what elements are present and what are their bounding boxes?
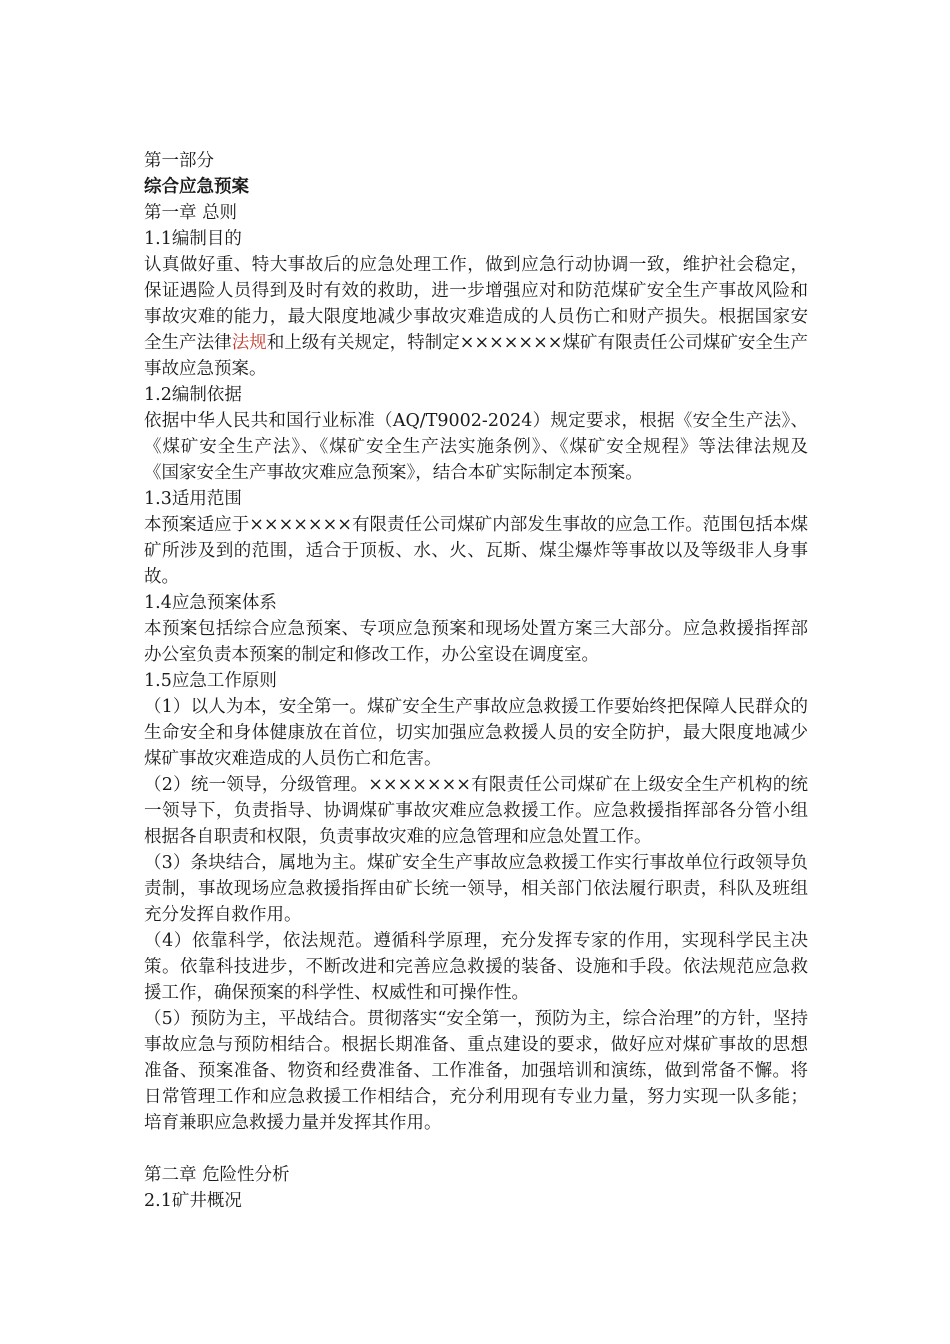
section-1-1-body bbox=[144, 252, 808, 382]
section-1-2-heading: 1.2编制依据 bbox=[144, 385, 242, 405]
chapter-1-heading: 第一章 总则 bbox=[144, 203, 238, 223]
principle-4: （4）依靠科学，依法规范。遵循科学原理，充分发挥专家的作用，实现科学民主决策。依靠科技进步，不断改进和完善应急救援的装备、设施和手段。依法规范应急救援工作，确保预案的科学性、权威性和可操作性。 bbox=[144, 931, 808, 1003]
section-2-1-heading: 2.1矿井概况 bbox=[144, 1191, 242, 1211]
section-1-5-heading: 1.5应急工作原则 bbox=[144, 671, 277, 691]
principle-3: （3）条块结合，属地为主。煤矿安全生产事故应急救援工作实行事故单位行政领导负责制，事故现场应急救援指挥由矿长统一领导，相关部门依法履行职责，科队及班组充分发挥自救作用。 bbox=[144, 853, 808, 925]
section-1-4-heading: 1.4应急预案体系 bbox=[144, 593, 277, 613]
section-1-1-text-a: 认真做好重、特大事故后的应急处理工作，做到应急行动协调一致，维护社会稳定，保证遇险人员得到及时有效的救助，进一步增强应对和防范煤矿安全生产事故风险和事故灾难的能力，最大限度地减少事故灾难造成的人员伤亡和财产损失。根据国家安全生产法律 bbox=[144, 255, 808, 353]
part-label: 第一部分 bbox=[144, 151, 214, 171]
principle-1: （1）以人为本，安全第一。煤矿安全生产事故应急救援工作要始终把保障人民群众的生命安全和身体健康放在首位，切实加强应急救援人员的安全防护，最大限度地减少煤矿事故灾难造成的人员伤亡和危害。 bbox=[144, 697, 808, 769]
section-1-3-body: 本预案适应于×××××××有限责任公司煤矿内部发生事故的应急工作。范围包括本煤矿所涉及到的范围，适合于顶板、水、火、瓦斯、煤尘爆炸等事故以及等级非人身事故。 bbox=[144, 515, 808, 587]
section-1-4-body: 本预案包括综合应急预案、专项应急预案和现场处置方案三大部分。应急救援指挥部办公室负责本预案的制定和修改工作，办公室设在调度室。 bbox=[144, 619, 808, 665]
section-1-1-text-b: 和上级有关规定，特制定×××××××煤矿有限责任公司煤矿安全生产事故应急预案。 bbox=[144, 333, 809, 379]
blank-line bbox=[144, 1136, 808, 1162]
document-body bbox=[144, 148, 808, 1214]
chapter-2-heading: 第二章 危险性分析 bbox=[144, 1165, 290, 1185]
principle-5: （5）预防为主，平战结合。贯彻落实“安全第一，预防为主，综合治理”的方针，坚持事故应急与预防相结合。根据长期准备、重点建设的要求，做好应对煤矿事故的思想准备、预案准备、物资和经费准备、工作准备，加强培训和演练，做到常备不懈。将日常管理工作和应急救援工作相结合，充分利用现有专业力量，努力实现一队多能；培育兼职应急救援力量并发挥其作用。 bbox=[144, 1009, 808, 1133]
regulations-link[interactable]: 法规 bbox=[231, 333, 267, 353]
section-1-1-heading: 1.1编制目的 bbox=[144, 229, 242, 249]
section-1-2-body: 依据中华人民共和国行业标准（AQ/T9002-2024）规定要求，根据《安全生产法》、《煤矿安全生产法》、《煤矿安全生产法实施条例》、《煤矿安全规程》等法律法规及《国家安全生产事故灾难应急预案》，结合本矿实际制定本预案。 bbox=[144, 411, 808, 483]
part-title: 综合应急预案 bbox=[144, 177, 249, 197]
section-1-3-heading: 1.3适用范围 bbox=[144, 489, 242, 509]
principle-2: （2）统一领导，分级管理。×××××××有限责任公司煤矿在上级安全生产机构的统一领导下，负责指导、协调煤矿事故灾难应急救援工作。应急救援指挥部各分管小组根据各自职责和权限，负责事故灾难的应急管理和应急处置工作。 bbox=[144, 775, 808, 847]
